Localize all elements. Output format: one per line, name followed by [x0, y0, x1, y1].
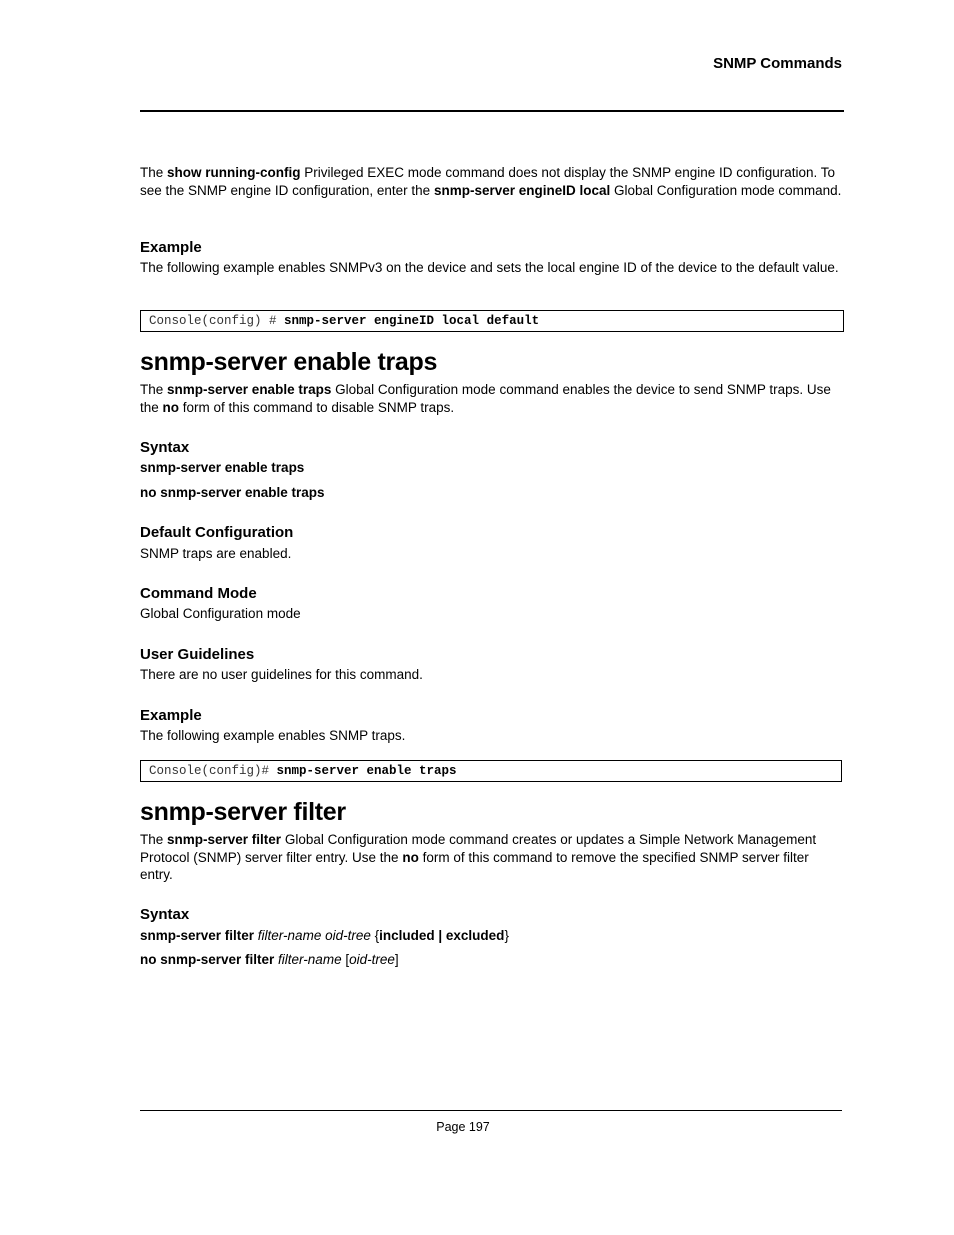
filter-syntax-no-command: no snmp-server filter — [140, 952, 275, 967]
example2-prompt: Console(config)# — [149, 764, 277, 778]
filter-syntax-brace-close: } — [504, 928, 509, 943]
command-mode-text: Global Configuration mode — [140, 606, 301, 621]
desc-bold-1: snmp-server enable traps — [167, 382, 332, 397]
example1-code-block — [140, 310, 844, 332]
default-config-heading: Default Configuration — [140, 524, 294, 541]
footer-divider — [140, 1110, 842, 1111]
page-header-title: SNMP Commands — [713, 55, 842, 72]
filter-desc-bold-1: snmp-server filter — [167, 832, 282, 847]
filter-syntax-bracket-close: ] — [394, 952, 399, 967]
page-number: Page 197 — [436, 1120, 490, 1134]
desc-text-1: The — [140, 382, 168, 397]
filter-syntax-no-arg: filter-name — [274, 952, 346, 967]
filter-desc-text-1: The — [140, 832, 168, 847]
filter-title: snmp-server filter — [140, 798, 346, 826]
filter-desc-bold-2: no — [402, 849, 419, 865]
desc-text-2: Global Configuration mode command enables the device to send SNMP traps. Use the — [140, 382, 831, 415]
filter-syntax-heading: Syntax — [140, 906, 190, 923]
user-guidelines-text: There are no user guidelines for this command. — [140, 667, 423, 682]
intro-text-1: The — [140, 165, 168, 180]
filter-syntax-bracket-open: [ — [345, 952, 350, 967]
header-divider — [140, 110, 844, 112]
command-mode-heading: Command Mode — [140, 585, 257, 602]
syntax-command: snmp-server enable traps — [140, 460, 305, 475]
example2-code-block — [140, 760, 842, 782]
filter-syntax-line-2 — [140, 951, 399, 968]
intro-bold-2: snmp-server engineID local — [433, 182, 611, 198]
enable-traps-description — [140, 381, 844, 416]
filter-desc-text-2: Global Configuration mode command creates or updates a Simple Network Management Protocol (SNMP) server filter entry. Use the — [140, 832, 817, 865]
example1-prompt: Console(config) # — [149, 314, 285, 328]
filter-syntax-brace-open: { — [374, 928, 380, 943]
intro-paragraph — [140, 164, 844, 199]
filter-syntax-optional: oid-tree — [349, 952, 395, 967]
user-guidelines-heading: User Guidelines — [140, 646, 255, 663]
example1-command: snmp-server engineID local default — [284, 314, 540, 328]
example2-heading: Example — [140, 707, 202, 724]
filter-syntax-line-1 — [140, 927, 509, 944]
enable-traps-syntax-heading: Syntax — [140, 439, 190, 456]
enable-traps-title: snmp-server enable traps — [140, 348, 438, 376]
example1-text: The following example enables SNMPv3 on the device and sets the local engine ID of the device to the default value. — [140, 260, 839, 275]
intro-text-3: Global Configuration mode command. — [610, 182, 842, 198]
enable-traps-syntax-line-1 — [140, 459, 304, 476]
filter-syntax-command: snmp-server filter — [140, 928, 255, 943]
default-config-text: SNMP traps are enabled. — [140, 546, 292, 561]
filter-desc-text-3: form of this command to remove the specified SNMP server filter entry. — [140, 849, 809, 882]
syntax-no-command: no snmp-server enable traps — [140, 485, 325, 500]
example2-text: The following example enables SNMP traps. — [140, 728, 406, 743]
intro-bold-1: show running-config — [167, 165, 301, 180]
filter-description — [140, 831, 844, 884]
filter-syntax-options: included | excluded — [379, 928, 505, 943]
filter-syntax-args: filter-name oid-tree — [254, 928, 375, 943]
desc-bold-2: no — [162, 399, 180, 415]
intro-text-2: Privileged EXEC mode command does not display the SNMP engine ID configuration. To see the SNMP engine ID configuration, enter the — [140, 165, 836, 198]
desc-text-3: form of this command to disable SNMP traps. — [179, 399, 455, 415]
enable-traps-syntax-line-2 — [140, 484, 325, 501]
example1-heading: Example — [140, 239, 202, 256]
example2-command: snmp-server enable traps — [276, 764, 457, 778]
